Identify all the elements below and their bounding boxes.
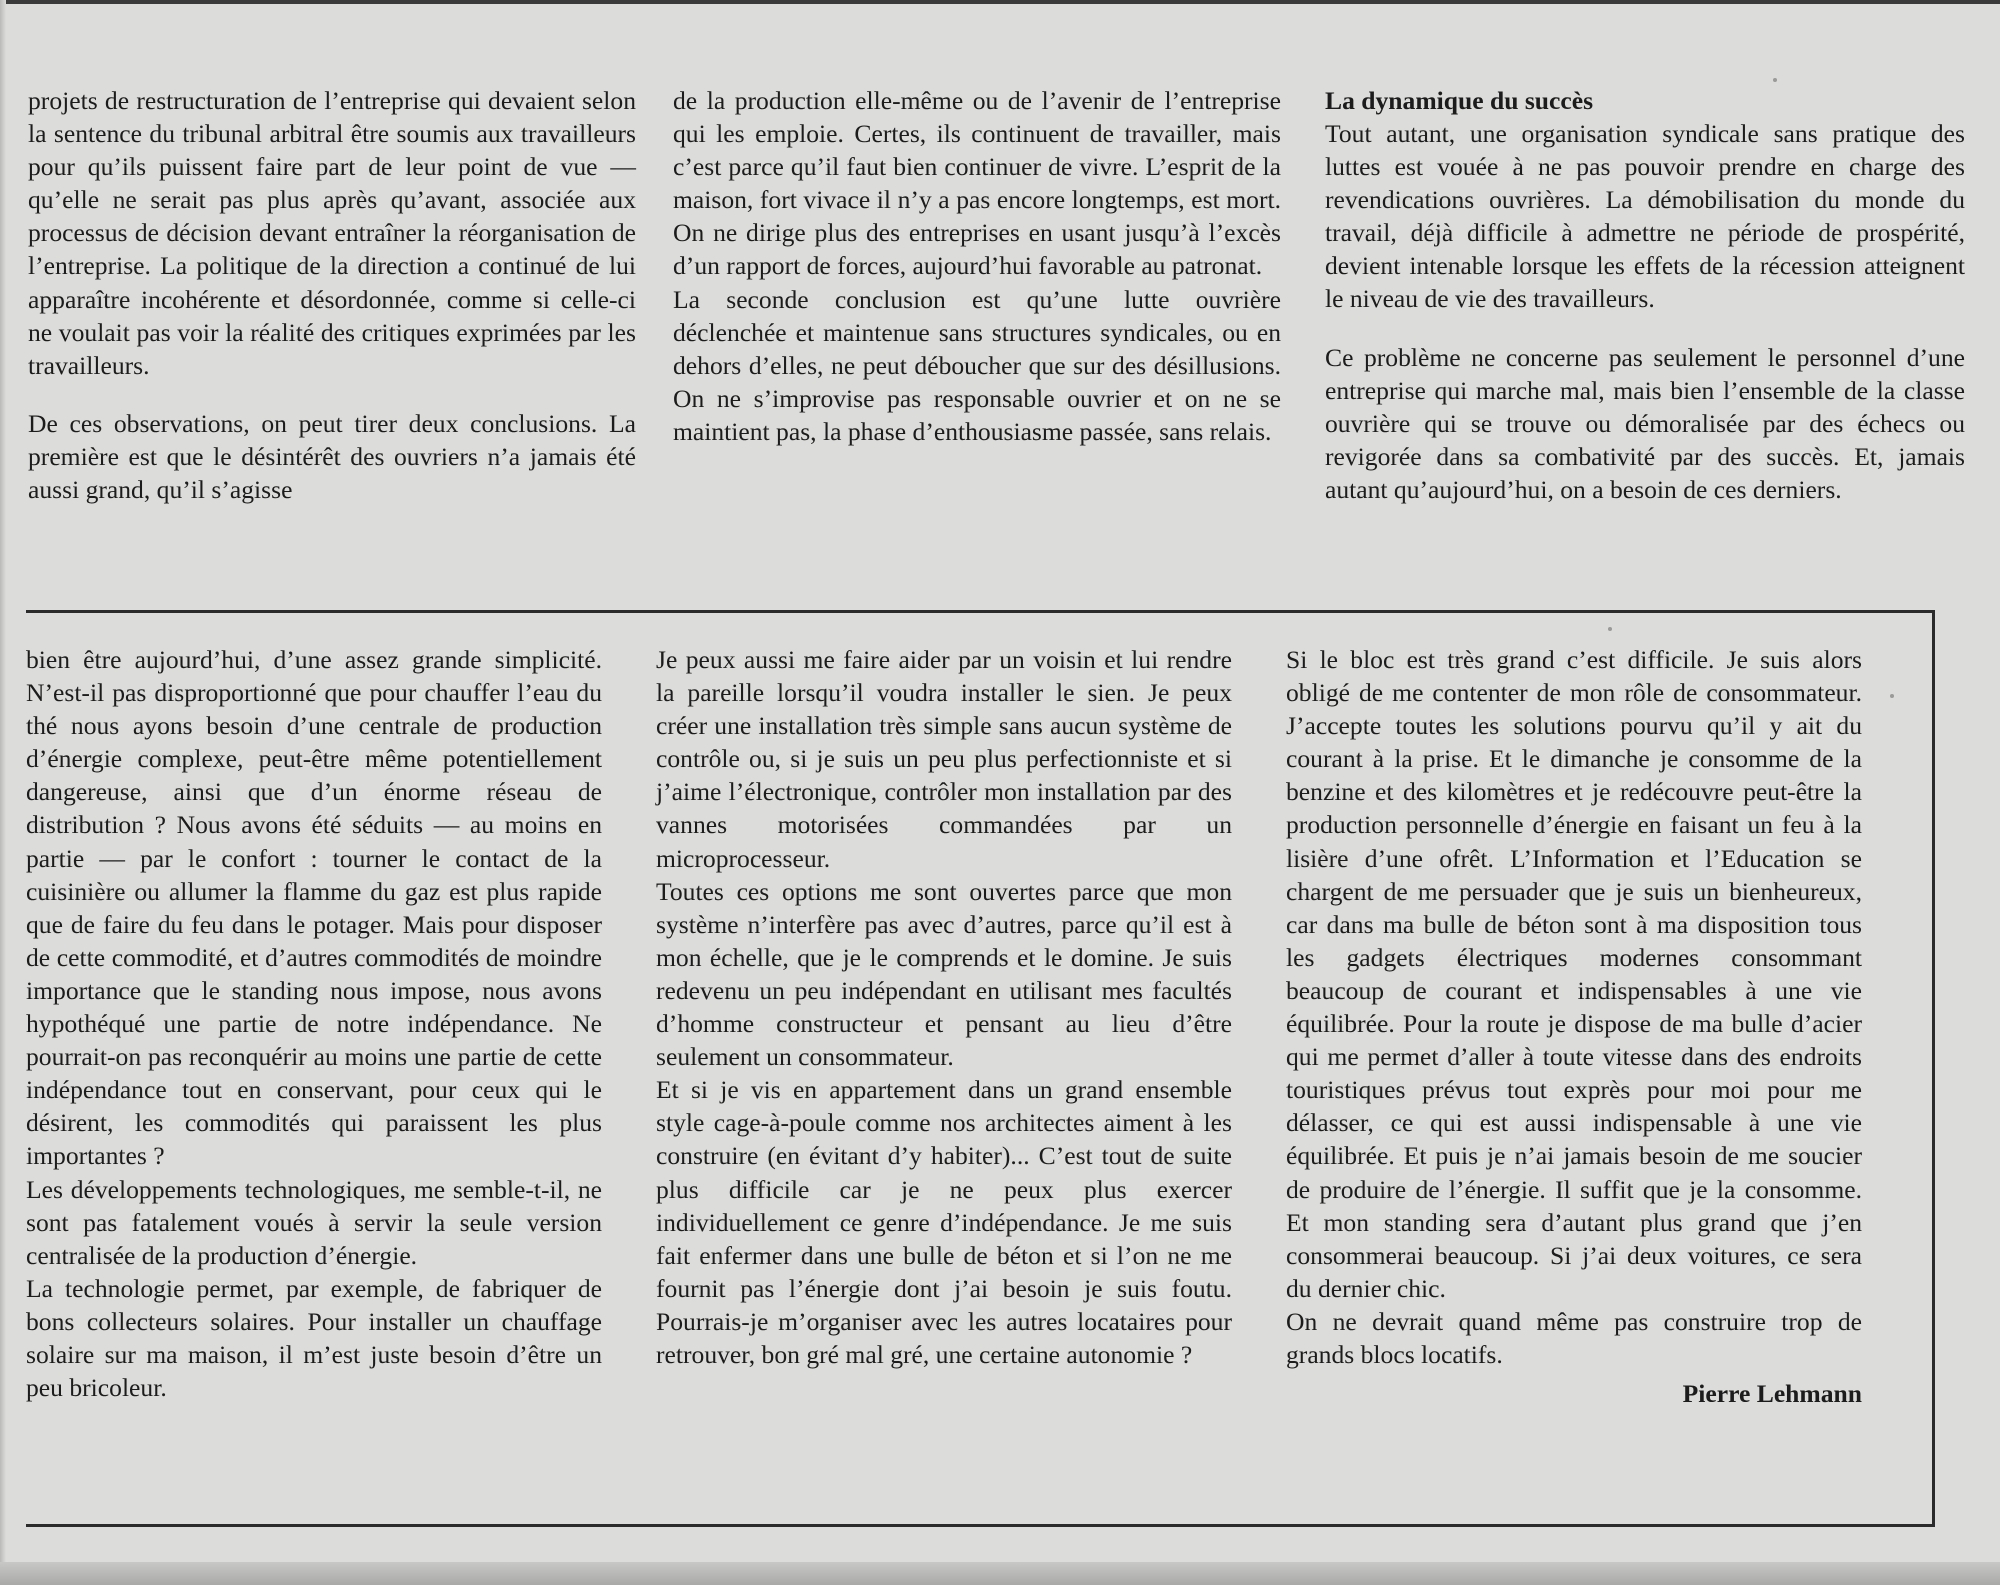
scan-left-edge xyxy=(0,0,6,1585)
paragraph: de la production elle-même ou de l’avenir de l’entreprise qui les emploie. Certes, ils continuent de travailler, mais c’est parce qu’il faut bien continuer de vivre. L’esprit de la maison, fort vivace il n’y a pas encore longtemps, est mort. On ne dirige plus des entreprises en usant jusqu’à l’excès d’un rapport de forces, aujourd’hui favorable au patronat. xyxy=(673,86,1281,281)
top-column-1 xyxy=(28,84,636,506)
paragraph: De ces observations, on peut tirer deux conclusions. La première est que le désintérêt des ouvriers n’a jamais été aussi grand, qu’il s’agisse xyxy=(28,408,636,505)
paragraph: La technologie permet, par exemple, de fabriquer de bons collecteurs solaires. Pour installer un chauffage solaire sur ma maison, il m’est juste besoin d’être un peu bricoleur. xyxy=(26,1273,602,1403)
scan-dust xyxy=(1773,78,1777,82)
scan-dust xyxy=(1890,694,1894,698)
paragraph: Et si je vis en appartement dans un grand ensemble style cage-à-poule comme nos architectes aiment à les construire (en évitant d’y habiter)... C’est tout de suite plus difficile car je ne peux plus exercer individuellement ce genre d’indépendance. Je me suis fait enfermer dans une bulle de béton et si l’on ne me fournit pas l’énergie dont j’ai besoin je suis foutu. Pourrais-je m’organiser avec les autres locataires pour retrouver, bon gré mal gré, une certaine autonomie ? xyxy=(656,1075,1232,1369)
paragraph: bien être aujourd’hui, d’une assez grande simplicité. N’est-il pas disproportionné que pour chauffer l’eau du thé nous ayons besoin d’une centrale de production d’énergie complexe, peut-être même potentiellement dangereuse, ainsi que d’un énorme réseau de distribution ? Nous avons été séduits — au moins en partie — par le confort : tourner le contact de la cuisinière ou allumer la flamme du gaz est plus rapide que de faire du feu dans le potager. Mais pour disposer de cette commodité, et d’autres commodités de moindre importance que le standing nous impose, nous avons hypothéqué une partie de notre indépendance. Ne pourrait-on pas reconquérir au moins une partie de cette indépendance tout en conservant, pour ceux qui le désirent, les commodités qui paraissent les plus importantes ? xyxy=(26,645,602,1171)
paragraph: Je peux aussi me faire aider par un voisin et lui rendre la pareille lorsqu’il voudra installer le sien. Je peux créer une installation très simple sans aucun système de contrôle ou, si je suis un peu plus perfectionniste et si j’aime l’électronique, contrôler mon installation par des vannes motorisées commandées par un microprocesseur. xyxy=(656,645,1232,873)
top-column-2 xyxy=(673,84,1281,448)
paragraph: Ce problème ne concerne pas seulement le personnel d’une entreprise qui marche mal, mais bien l’ensemble de la classe ouvrière qui se trouve ou démoralisée par des échecs ou revigorée dans sa combativité par des succès. Et, jamais autant qu’aujourd’hui, on a besoin de ces derniers. xyxy=(1325,342,1965,504)
paragraph: Tout autant, une organisation syndicale sans pratique des luttes est vouée à ne pas pouvoir prendre en charge des revendications ouvrières. La démobilisation du monde du travail, déjà difficile à admettre ne période de prospérité, devient intenable lorsque les effets de la récession atteignent le niveau de vie des travailleurs. xyxy=(1325,119,1965,314)
paragraph: projets de restructuration de l’entreprise qui devaient selon la sentence du tribunal arbitral être soumis aux travailleurs pour qu’ils puissent faire part de leur point de vue — qu’elle ne serait pas plus après qu’avant, associée aux processus de décision devant entraîner la réorganisation de l’entreprise. La politique de la direction a continué de lui apparaître incohérente et désordonnée, comme si celle-ci ne voulait pas voir la réalité des critiques exprimées par les travailleurs. xyxy=(28,86,636,380)
box-column-2 xyxy=(656,643,1232,1371)
paragraph: Toutes ces options me sont ouvertes parce que mon système n’interfère pas avec d’autres, parce qu’il est à mon échelle, que je le comprends et le domine. Je suis redevenu un peu indépendant en utilisant mes facultés d’homme constructeur et pensant au lieu d’être seulement un consommateur. xyxy=(656,876,1232,1072)
article-top-section xyxy=(28,84,1965,584)
scan-bottom-edge xyxy=(0,1562,2000,1585)
paragraph: On ne devrait quand même pas construire trop de grands blocs locatifs. xyxy=(1286,1306,1862,1369)
scan-dust xyxy=(1608,627,1612,631)
boxed-article xyxy=(26,610,1935,1527)
section-heading: La dynamique du succès xyxy=(1325,86,1594,115)
top-column-3 xyxy=(1325,84,1965,506)
paragraph: La seconde conclusion est qu’une lutte ouvrière déclenchée et maintenue sans structures syndicales, ou en dehors d’elles, ne peut déboucher que sur des désillusions. On ne s’improvise pas responsable ouvrier et on ne se maintient pas, la phase d’enthousiasme passée, sans relais. xyxy=(673,284,1281,446)
scan-top-edge xyxy=(0,0,2000,4)
paragraph: Si le bloc est très grand c’est difficile. Je suis alors obligé de me contenter de mon rôle de consommateur. J’accepte toutes les solutions pourvu qu’il y ait du courant à la prise. Et le dimanche je consomme de la benzine et des kilomètres et je redécouvre peut-être la production personnelle d’énergie en faisant un feu à la lisière d’une ofrêt. L’Information et l’Education se chargent de me persuader que je suis un bienheureux, car dans ma bulle de béton sont à ma disposition tous les gadgets électriques modernes consommant beaucoup de courant et indispensables à une vie équilibrée. Pour la route je dispose de ma bulle d’acier qui me permet d’aller à toute vitesse dans des endroits touristiques prévus tout exprès pour moi pour me délasser, ce qui est aussi indispensable à une vie équilibrée. Et puis je n’ai jamais besoin de me soucier de produire de l’énergie. Il suffit que je la consomme. Et mon standing sera d’autant plus grand que j’en consommerai beaucoup. Si j’ai deux voitures, ce sera du dernier chic. xyxy=(1286,645,1862,1303)
author-signature: Pierre Lehmann xyxy=(1682,1379,1862,1409)
box-column-1 xyxy=(26,643,602,1404)
box-column-3 xyxy=(1286,643,1862,1410)
paragraph: Les développements technologiques, me semble-t-il, ne sont pas fatalement voués à servir la seule version centralisée de la production d’énergie. xyxy=(26,1174,602,1270)
